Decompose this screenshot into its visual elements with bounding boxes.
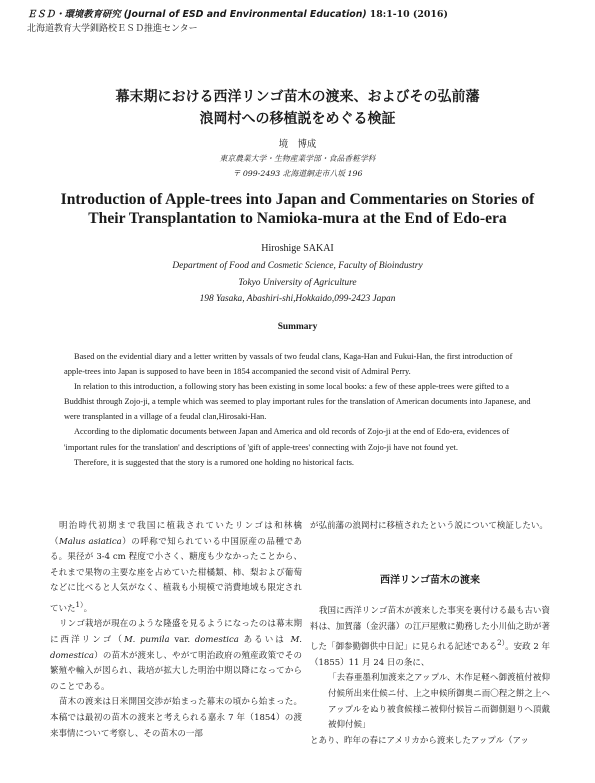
body-text: ）の呼称で知られている中国原産の品種である。果径が 3-4 cm 程度で小さく、糖度も少なかったことから、それまで果物の主要な座を占めていた柑橘類、柿、梨および葡萄などに比べると人気がなく、植栽も小規模で消費地域も限定されていた	[50, 536, 302, 614]
body-text: 明治時代初期まで我国に植栽されていたリンゴは和林檎（	[50, 521, 302, 547]
body-paragraph	[50, 519, 302, 617]
body-text: 我国に西洋リンゴ苗木が渡来した事実を裏付ける最も古い資料は、加賀藩（金沢藩）の江戸屋敷に勤務した小川仙之助が著した「御参勤御供中日記」に見られる記述である	[310, 606, 550, 653]
journal-header	[27, 8, 448, 36]
journal-name-jp: ＥＳＤ・環境教育研究	[27, 9, 121, 20]
body-paragraph: 苗木の渡来は日米開国交渉が始まった幕末の頃から始まった。本稿では最初の苗木の渡来と考えられる嘉永 7 年（1854）の渡来事情について考察し、その苗木の一部	[50, 697, 302, 739]
summary-paragraph: Based on the evidential diary and a letter written by vassals of two feudal clans, Kaga-Han and Fukui-Han, the first introduction of apple-trees into Japan is supposed to have been in 1854 accompanied the second visit of Admiral Perry.	[64, 352, 513, 377]
journal-volume: 18:1-10 (2016)	[369, 9, 448, 20]
en-author: Hiroshige SAKAI	[261, 243, 334, 254]
body-text: 。	[83, 603, 93, 614]
jp-title-line2: 浪岡村への移植説をめぐる検証	[199, 111, 396, 127]
jp-author: 境 博成	[278, 139, 317, 150]
summary-heading: Summary	[277, 322, 318, 332]
en-title-line2: Their Transplantation to Namioka-mura at the End of Edo-era	[88, 210, 507, 227]
en-affiliation-dept: Department of Food and Cosmetic Science, Faculty of Bioindustry	[172, 261, 423, 271]
jp-address: 〒 099-2493 北海道網走市八坂 196	[232, 169, 363, 178]
body-text: var.	[169, 634, 195, 645]
body-paragraph	[50, 617, 302, 695]
body-column-right	[310, 519, 550, 749]
body-paragraph: とあり、昨年の春にアメリカから渡来したアップル（アッ	[310, 735, 529, 746]
jp-title-line1: 幕末期における西洋リンゴ苗木の渡来、およびその弘前藩	[115, 89, 480, 105]
summary-paragraph: According to the diplomatic documents between Japan and America and old records of Zojo-ji at the end of Edo-era, evidences of 'important rules for the translation' and descriptions of 'gift of apple-trees' connecting with Zojo-ji have not found yet.	[64, 427, 510, 452]
scientific-name: domestica	[194, 634, 239, 645]
en-title-line1: Introduction of Apple-trees into Japan and Commentaries on Stories of	[60, 191, 535, 208]
body-paragraph-continued: が弘前藩の浪岡村に移植されたという説について検証したい。	[310, 521, 548, 531]
body-text: あるいは	[238, 634, 291, 645]
scientific-name: M. domestica	[50, 634, 302, 661]
en-affiliation-university: Tokyo University of Agriculture	[238, 278, 357, 288]
summary-paragraph: In relation to this introduction, a following story has been existing in some local books: a few of these apple-trees were gifted to a Buddhist through Zojo-ji, a temple which was seemed to play important rules for the translation of American documents into Japanese, and were transplanted in a village of a feudal clan,Hirosaki-Han.	[64, 382, 531, 422]
footnote-ref: 1）	[75, 599, 84, 609]
jp-affiliation: 東京農業大学・生物産業学部・食品香粧学科	[219, 154, 376, 163]
summary-body	[64, 349, 532, 470]
body-text: 。安政 2 年（1855）11 月 24 日の条に、	[310, 642, 551, 668]
journal-name-en: (Journal of ESD and Environmental Education)	[123, 9, 367, 20]
scientific-name: Malus asiatica	[59, 536, 122, 547]
section-heading: 西洋リンゴ苗木の渡来	[380, 574, 480, 586]
journal-line	[27, 8, 448, 22]
footnote-ref: 2）	[497, 638, 506, 648]
summary-paragraph: Therefore, it is suggested that the story is a rumored one holding no historical facts.	[74, 457, 355, 467]
quotation: 「去春亜墨利加渡来之アップル、木作足軽へ御渡植付被仰付候所出来仕候ニ付、上之申候所御奥ニ而〇程之餅之上ヘアップルをぬり被食候様ニ被仰付候旨ニ而御側廻りへ頂戴被仰付候」	[328, 673, 550, 731]
journal-organization: 北海道教育大学釧路校ＥＳＤ推進センター	[27, 24, 198, 34]
scientific-name: M. pumila	[123, 634, 170, 645]
body-paragraph	[310, 604, 550, 671]
body-text: ）の苗木が渡来し、やがて明治政府の殖産政策でその繁殖や輸入が図られ、栽培が拡大した明治中期以降になってからのことである。	[50, 650, 302, 692]
body-text: リンゴ栽培が現在のような隆盛を見るようになったのは幕末期に西洋リンゴ（	[50, 619, 302, 645]
body-column-left	[50, 519, 302, 742]
en-affiliation-address: 198 Yasaka, Abashiri-shi,Hokkaido,099-2423 Japan	[199, 294, 396, 304]
